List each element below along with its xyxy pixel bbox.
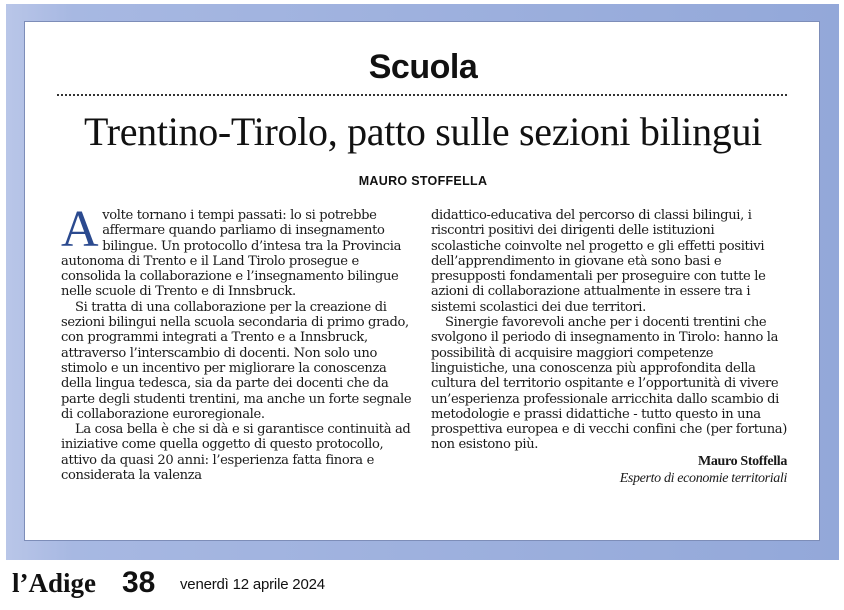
- dotted-divider: [57, 94, 787, 96]
- paragraph: La cosa bella è che si dà e si garantisce continuità ad iniziative come quella oggetto di questo protocollo, attivo da quasi 20 anni: l’esperienza fatta finora e considerata la valenza: [61, 422, 411, 484]
- section-title: Scuola: [368, 48, 478, 86]
- publication-date: venerdì 12 aprile 2024: [180, 576, 325, 593]
- author-signature: Mauro Stoffella: [698, 453, 787, 469]
- article-column-right: [431, 208, 787, 487]
- paragraph: didattico-educativa del percorso di classi bilingui, i riscontri positivi dei dirigenti delle istituzioni scolastiche coinvolte nel progetto e gli effetti positivi dell’apprendimento in giovane età sono basi e presupposti fondamentali per proseguire con tutte le azioni di collaborazione attualmente in essere tra i sistemi scolastici dei due territori.: [431, 208, 766, 315]
- page-number: 38: [122, 566, 156, 599]
- article-column-left: [61, 201, 417, 484]
- paragraph: [61, 201, 417, 300]
- article-headline: Trentino-Tirolo, patto sulle sezioni bilingui: [83, 109, 762, 154]
- newspaper-name: l’Adige: [12, 568, 96, 598]
- drop-cap: A: [61, 201, 99, 258]
- article-panel: [24, 21, 820, 541]
- article-byline: MAURO STOFFELLA: [358, 174, 488, 188]
- paragraph: Sinergie favorevoli anche per i docenti trentini che svolgono il periodo di insegnamento in Tirolo: hanno la possibilità di acquisire maggiori competenze linguistiche, una conoscenza più approfondita della cultura del territorio ospitante e l’opportunità di vivere un’esperienza professionale arricchita dallo scambio di metodologie e prassi didattiche - tutto questo in una prospettiva europea e di vecchi confini che (per fortuna) non esistono più.: [431, 315, 787, 453]
- page-footer: [12, 566, 832, 606]
- author-role: Esperto di economie territoriali: [619, 470, 787, 486]
- paragraph: Si tratta di una collaborazione per la creazione di sezioni bilingui nella scuola secondaria di primo grado, con programmi integrati a Trento e a Innsbruck, attraverso l’interscambio di docenti. Non solo uno stimolo e un incentivo per migliorare la conoscenza della lingua tedesca, sia da parte dei docenti che da parte degli studenti trentini, ma anche un forte segnale di collaborazione euroregionale.: [61, 299, 412, 422]
- paragraph-text: volte tornano i tempi passati: lo si potrebbe affermare quando parliamo di insegnamento bilingue. Un protocollo d’intesa tra la Provincia autonoma di Trento e il Land Tirolo prosegue e consolida la collaborazione e l’insegnamento bilingue nelle scuole di Trento e di Innsbruck.: [61, 208, 402, 300]
